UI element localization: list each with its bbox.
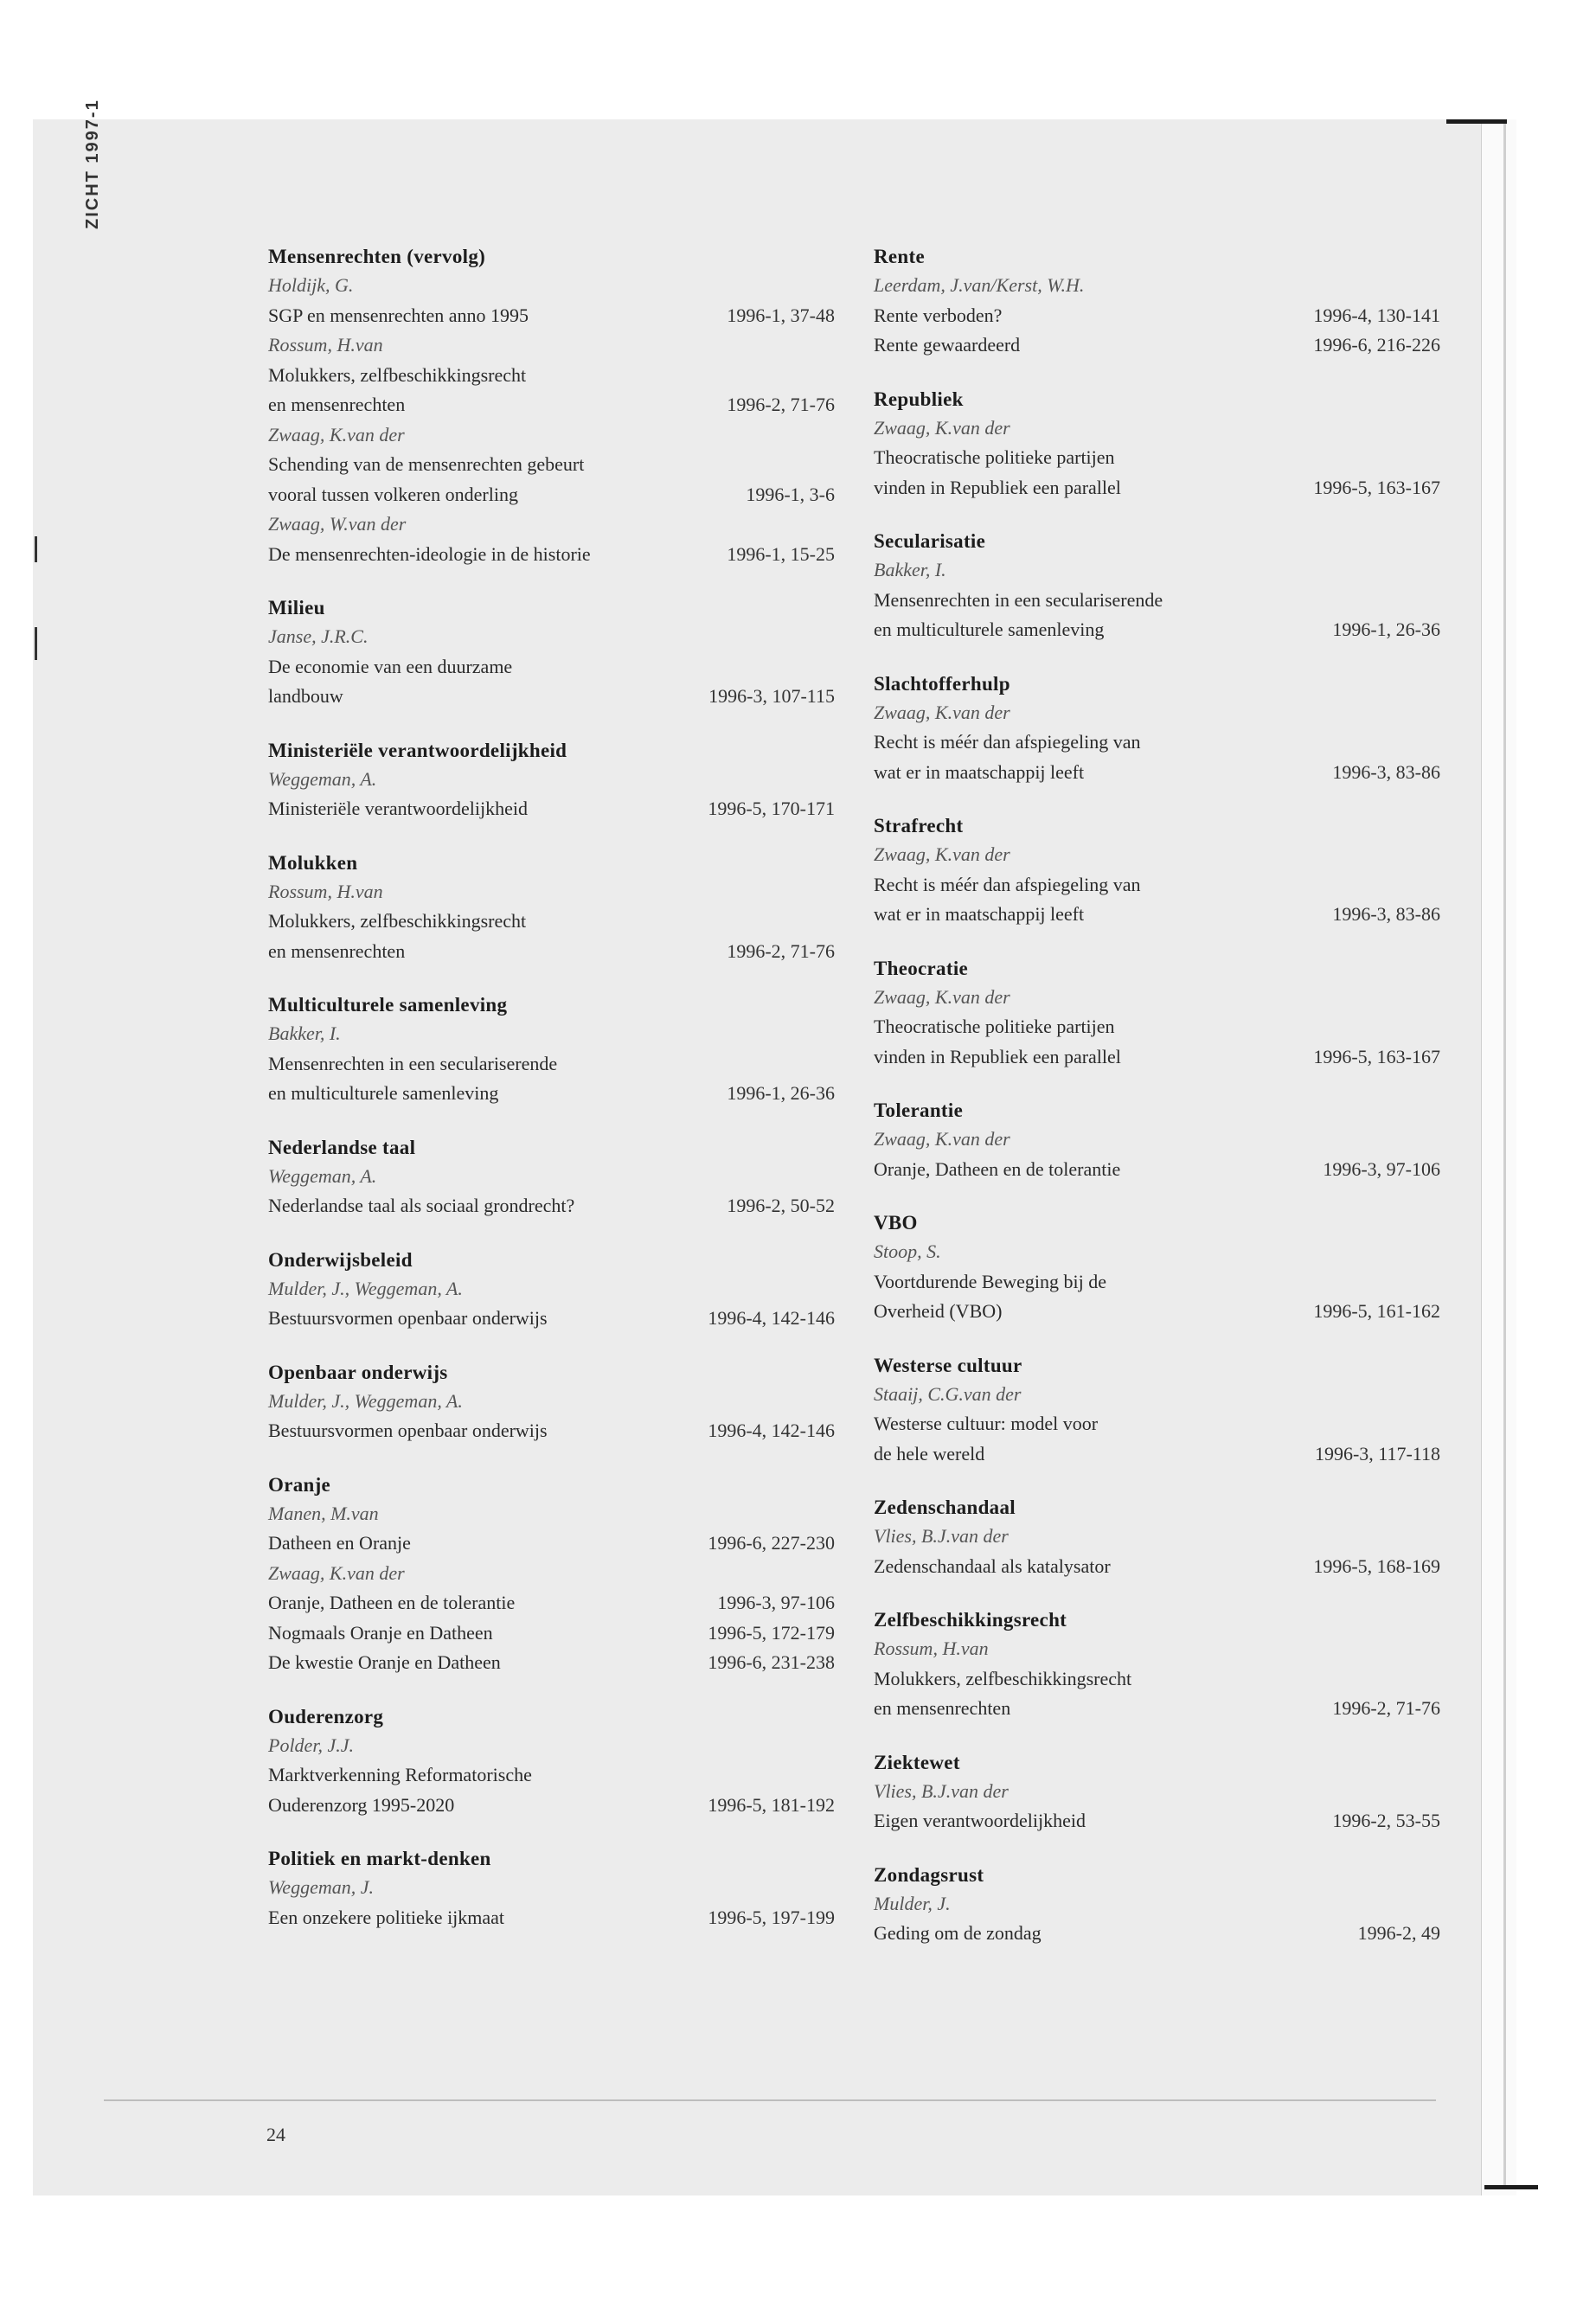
- entry-line: [268, 361, 835, 391]
- article-title: vinden in Republiek een parallel: [874, 476, 1121, 498]
- issue-reference: 1996-2, 71-76: [1332, 1697, 1440, 1719]
- index-entry-vbo: [874, 1208, 1440, 1327]
- entry-author: Janse, J.R.C.: [268, 625, 369, 647]
- index-entry-onderwijsbeleid: [268, 1246, 835, 1334]
- issue-reference: 1996-3, 83-86: [1332, 903, 1440, 925]
- article-title: landbouw: [268, 685, 343, 707]
- issue-reference: 1996-6, 231-238: [708, 1651, 835, 1673]
- issue-reference: 1996-5, 197-199: [708, 1906, 835, 1928]
- subject-heading: Secularisatie: [874, 530, 986, 552]
- subject-heading: Onderwijsbeleid: [268, 1248, 413, 1271]
- entry-line: [874, 586, 1440, 616]
- entry-line: [874, 1409, 1440, 1439]
- entry-line: [874, 1664, 1440, 1695]
- article-title: Recht is méér dan afspiegeling van: [874, 731, 1141, 753]
- index-entry-zelfbeschikkingsrecht: [874, 1606, 1440, 1724]
- index-entry-ministeriele-verantwoordelijkheid: [268, 736, 835, 824]
- entry-line: [268, 480, 835, 510]
- article-title: Rente verboden?: [874, 304, 1003, 326]
- subject-heading: Strafrecht: [874, 815, 964, 836]
- index-entry-multiculturele-samenleving: [268, 990, 835, 1109]
- index-entry-westerse-cultuur: [874, 1351, 1440, 1470]
- subject-heading: Multiculturele samenleving: [268, 994, 508, 1016]
- entry-author: Zwaag, K.van der: [268, 1561, 405, 1584]
- issue-reference: 1996-5, 161-162: [1313, 1300, 1440, 1322]
- article-title: Bestuursvormen openbaar onderwijs: [268, 1307, 548, 1329]
- article-title: en mensenrechten: [268, 939, 406, 962]
- issue-reference: 1996-5, 181-192: [708, 1793, 835, 1816]
- subject-heading: Nederlandse taal: [268, 1136, 416, 1158]
- issue-reference: 1996-5, 170-171: [708, 798, 835, 819]
- entry-author: Weggeman, A.: [268, 767, 377, 790]
- subject-heading: Zelfbeschikkingsrecht: [874, 1609, 1067, 1631]
- margin-mark: [35, 627, 37, 660]
- issue-reference: 1996-1, 15-25: [727, 542, 835, 565]
- page-edge-mark-top: [1446, 119, 1507, 124]
- entry-line: [874, 1297, 1440, 1327]
- index-entry-zondagsrust: [874, 1861, 1440, 1949]
- subject-heading: Westerse cultuur: [874, 1354, 1022, 1376]
- issue-reference: 1996-2, 50-52: [727, 1195, 835, 1216]
- entry-author: Mulder, J., Weggeman, A.: [268, 1389, 463, 1412]
- entry-author: Rossum, H.van: [268, 880, 383, 902]
- entry-line: [874, 1267, 1440, 1298]
- entry-author: Mulder, J.: [874, 1892, 951, 1914]
- article-title: Mensenrechten in een seculariserende: [268, 1052, 558, 1074]
- issue-reference: 1996-4, 130-141: [1313, 304, 1440, 326]
- issue-reference: 1996-3, 97-106: [1323, 1157, 1440, 1180]
- entry-author: Staaij, C.G.van der: [874, 1382, 1022, 1405]
- subject-heading: Zondagsrust: [874, 1863, 984, 1886]
- article-title: en multiculturele samenleving: [874, 619, 1105, 640]
- entry-line: [268, 1791, 835, 1821]
- issue-reference: 1996-2, 49: [1357, 1922, 1440, 1944]
- entry-author: Rossum, H.van: [268, 334, 383, 356]
- entry-author: Zwaag, K.van der: [874, 985, 1010, 1008]
- subject-heading: Molukken: [268, 851, 358, 874]
- entry-line: [874, 330, 1440, 361]
- issue-reference: 1996-5, 172-179: [708, 1621, 835, 1644]
- entry-line: [268, 1079, 835, 1109]
- page-edge-shadow: [1503, 121, 1506, 2189]
- article-title: Theocratische politieke partijen: [874, 1016, 1115, 1037]
- issue-reference: 1996-3, 107-115: [708, 685, 835, 707]
- entry-line: [874, 1439, 1440, 1470]
- entry-author: Manen, M.van: [268, 1502, 379, 1524]
- article-title: Ouderenzorg 1995-2020: [268, 1793, 455, 1816]
- entry-author: Zwaag, K.van der: [874, 1128, 1010, 1150]
- article-title: Marktverkenning Reformatorische: [268, 1764, 532, 1785]
- issue-reference: 1996-1, 37-48: [727, 304, 835, 326]
- index-entry-molukken: [268, 849, 835, 967]
- entry-author: Zwaag, K.van der: [874, 416, 1010, 439]
- issue-reference: 1996-2, 53-55: [1332, 1810, 1440, 1831]
- article-title: Oranje, Datheen en de tolerantie: [874, 1157, 1121, 1180]
- index-entry-tolerantie: [874, 1096, 1440, 1184]
- article-title: Recht is méér dan afspiegeling van: [874, 873, 1141, 895]
- subject-heading: Ministeriële verantwoordelijkheid: [268, 739, 567, 761]
- entry-author: Leerdam, J.van/Kerst, W.H.: [874, 274, 1085, 296]
- entry-author: Vlies, B.J.van der: [874, 1779, 1009, 1802]
- article-title: Een onzekere politieke ijkmaat: [268, 1906, 505, 1928]
- entry-line: [874, 900, 1440, 930]
- entry-line: [268, 1191, 835, 1221]
- entry-author: Polder, J.J.: [268, 1734, 354, 1756]
- entry-line: [874, 473, 1440, 503]
- subject-heading: Tolerantie: [874, 1099, 964, 1121]
- entry-author: Vlies, B.J.van der: [874, 1525, 1009, 1547]
- entry-line: [268, 1049, 835, 1080]
- entry-author: Rossum, H.van: [874, 1638, 989, 1659]
- page-edge-mark-bottom: [1484, 2185, 1538, 2189]
- issue-reference: 1996-4, 142-146: [708, 1420, 835, 1441]
- entry-line: [268, 1760, 835, 1791]
- entry-line: [874, 727, 1440, 758]
- issue-reference: 1996-5, 168-169: [1313, 1554, 1440, 1577]
- article-title: De kwestie Oranje en Datheen: [268, 1651, 501, 1673]
- article-title: Zedenschandaal als katalysator: [874, 1554, 1111, 1577]
- entry-line: [268, 794, 835, 824]
- article-title: de hele wereld: [874, 1442, 985, 1465]
- issue-reference: 1996-1, 26-36: [1332, 619, 1440, 640]
- subject-heading: Politiek en markt-denken: [268, 1848, 491, 1869]
- entry-line: [874, 758, 1440, 788]
- issue-reference: 1996-3, 97-106: [717, 1592, 835, 1613]
- entry-author: Zwaag, K.van der: [874, 701, 1010, 723]
- index-entry-slachtofferhulp: [874, 670, 1440, 788]
- subject-heading: Milieu: [268, 597, 325, 619]
- subject-heading: Mensenrechten (vervolg): [268, 246, 486, 267]
- entry-line: [874, 1552, 1440, 1582]
- subject-heading: Theocratie: [874, 957, 969, 979]
- entry-line: [874, 1155, 1440, 1185]
- article-title: Voortdurende Beweging bij de: [874, 1270, 1107, 1292]
- index-entry-ouderenzorg: [268, 1702, 835, 1821]
- entry-line: [268, 390, 835, 420]
- subject-heading: Rente: [874, 246, 925, 267]
- entry-line: [268, 652, 835, 683]
- index-entry-mensenrechten-vervolg: [268, 242, 835, 569]
- issue-reference: 1996-3, 117-118: [1314, 1442, 1440, 1465]
- entry-author: Weggeman, A.: [268, 1164, 377, 1187]
- index-entry-nederlandse-taal: [268, 1133, 835, 1221]
- subject-heading: Ouderenzorg: [268, 1705, 384, 1727]
- index-column-left: [268, 242, 835, 1957]
- article-title: Nederlandse taal als sociaal grondrecht?: [268, 1195, 575, 1216]
- index-entry-rente: [874, 242, 1440, 361]
- issue-reference: 1996-1, 26-36: [727, 1082, 835, 1104]
- issue-reference: 1996-6, 227-230: [708, 1532, 835, 1554]
- issue-reference: 1996-2, 71-76: [727, 394, 835, 415]
- entry-line: [268, 1304, 835, 1334]
- entry-line: [268, 1529, 835, 1559]
- entry-line: [874, 443, 1440, 473]
- article-title: Molukkers, zelfbeschikkingsrecht: [268, 910, 527, 932]
- article-title: en mensenrechten: [874, 1697, 1011, 1719]
- index-entry-politiek-en-markt-denken: [268, 1844, 835, 1932]
- index-entry-zedenschandaal: [874, 1493, 1440, 1581]
- index-entry-milieu: [268, 593, 835, 712]
- subject-heading: Openbaar onderwijs: [268, 1361, 448, 1383]
- subject-heading: Zedenschandaal: [874, 1497, 1016, 1518]
- issue-reference: 1996-6, 216-226: [1313, 334, 1440, 356]
- entry-line: [268, 540, 835, 570]
- article-title: Overheid (VBO): [874, 1300, 1003, 1322]
- entry-author: Weggeman, J.: [268, 1876, 374, 1898]
- margin-mark: [35, 536, 37, 562]
- index-entry-oranje: [268, 1471, 835, 1678]
- issue-reference: 1996-4, 142-146: [708, 1307, 835, 1329]
- index-column-right: [874, 242, 1440, 1973]
- subject-heading: Republiek: [874, 388, 964, 410]
- article-title: Geding om de zondag: [874, 1922, 1042, 1944]
- article-title: Theocratische politieke partijen: [874, 446, 1115, 468]
- running-title: ZICHT 1997-1: [83, 99, 102, 229]
- article-title: en mensenrechten: [268, 394, 406, 415]
- subject-heading: VBO: [874, 1212, 918, 1234]
- issue-reference: 1996-5, 163-167: [1313, 1045, 1440, 1067]
- entry-author: Bakker, I.: [874, 559, 946, 580]
- entry-line: [874, 615, 1440, 645]
- entry-author: Zwaag, K.van der: [874, 843, 1010, 865]
- article-title: Oranje, Datheen en de tolerantie: [268, 1592, 516, 1613]
- entry-line: [268, 937, 835, 967]
- issue-reference: 1996-3, 83-86: [1332, 760, 1440, 783]
- entry-line: [874, 1042, 1440, 1073]
- article-title: Bestuursvormen openbaar onderwijs: [268, 1420, 548, 1441]
- entry-author: Holdijk, G.: [268, 274, 354, 296]
- subject-heading: Slachtofferhulp: [874, 672, 1010, 695]
- entry-author: Stoop, S.: [874, 1240, 941, 1262]
- entry-line: [874, 1012, 1440, 1042]
- entry-author: Bakker, I.: [268, 1022, 341, 1044]
- index-entry-ziektewet: [874, 1748, 1440, 1836]
- entry-line: [268, 450, 835, 480]
- article-title: wat er in maatschappij leeft: [874, 760, 1085, 783]
- article-title: Rente gewaardeerd: [874, 334, 1021, 356]
- entry-line: [268, 1903, 835, 1933]
- entry-line: [268, 682, 835, 712]
- index-entry-republiek: [874, 385, 1440, 503]
- page-number: 24: [266, 2124, 285, 2145]
- article-title: Nogmaals Oranje en Datheen: [268, 1621, 493, 1644]
- index-entry-theocratie: [874, 954, 1440, 1073]
- issue-reference: 1996-1, 3-6: [746, 483, 835, 505]
- entry-author: Zwaag, W.van der: [268, 513, 407, 535]
- index-entry-secularisatie: [874, 527, 1440, 645]
- index-entry-strafrecht: [874, 811, 1440, 930]
- footer-rule: [104, 2099, 1436, 2101]
- article-title: Ministeriële verantwoordelijkheid: [268, 798, 528, 819]
- article-title: De mensenrechten-ideologie in de historie: [268, 542, 591, 565]
- entry-line: [874, 1694, 1440, 1724]
- article-title: vooral tussen volkeren onderling: [268, 483, 518, 505]
- entry-line: [268, 301, 835, 331]
- issue-reference: 1996-5, 163-167: [1313, 476, 1440, 498]
- entry-line: [268, 1648, 835, 1678]
- article-title: wat er in maatschappij leeft: [874, 903, 1085, 925]
- entry-author: Zwaag, K.van der: [268, 423, 405, 445]
- page-edge: [1481, 119, 1516, 2195]
- article-title: Molukkers, zelfbeschikkingsrecht: [268, 363, 527, 386]
- article-title: Eigen verantwoordelijkheid: [874, 1810, 1086, 1831]
- subject-heading: Oranje: [268, 1473, 331, 1496]
- entry-line: [268, 1416, 835, 1446]
- entry-line: [874, 870, 1440, 901]
- entry-line: [874, 1919, 1440, 1949]
- article-title: en multiculturele samenleving: [268, 1082, 499, 1104]
- article-title: SGP en mensenrechten anno 1995: [268, 304, 529, 326]
- issue-reference: 1996-2, 71-76: [727, 939, 835, 962]
- entry-line: [268, 1588, 835, 1618]
- article-title: Mensenrechten in een seculariserende: [874, 588, 1163, 611]
- article-title: De economie van een duurzame: [268, 655, 513, 677]
- article-title: Molukkers, zelfbeschikkingsrecht: [874, 1667, 1132, 1689]
- article-title: Westerse cultuur: model voor: [874, 1413, 1099, 1434]
- entry-line: [268, 1618, 835, 1649]
- entry-line: [874, 1806, 1440, 1836]
- subject-heading: Ziektewet: [874, 1751, 960, 1773]
- entry-line: [268, 907, 835, 937]
- entry-author: Mulder, J., Weggeman, A.: [268, 1277, 463, 1299]
- article-title: vinden in Republiek een parallel: [874, 1045, 1121, 1067]
- entry-line: [874, 301, 1440, 331]
- article-title: Datheen en Oranje: [268, 1532, 411, 1554]
- article-title: Schending van de mensenrechten gebeurt: [268, 453, 585, 475]
- index-entry-openbaar-onderwijs: [268, 1358, 835, 1446]
